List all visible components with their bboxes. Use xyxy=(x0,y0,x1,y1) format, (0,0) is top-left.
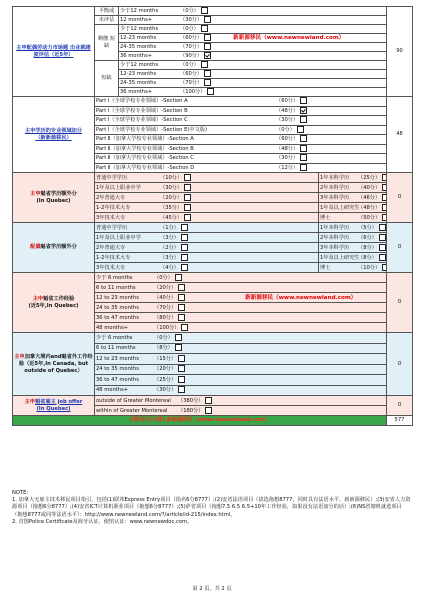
option-label: Part Ⅱ（加拿大学校专业领域）-Section B xyxy=(96,145,194,152)
points-label: （10分） xyxy=(358,264,381,271)
points-label: （30分） xyxy=(276,155,299,162)
points-label: （70分） xyxy=(180,80,203,86)
points-label: （100分） xyxy=(180,89,206,95)
option-cell xyxy=(319,243,387,253)
checkbox[interactable] xyxy=(181,254,188,261)
checkbox[interactable] xyxy=(178,294,185,301)
option-cell xyxy=(95,343,387,354)
checkbox[interactable] xyxy=(300,107,307,114)
option-label: 3年本科学历 xyxy=(320,244,350,251)
option-cell xyxy=(319,223,387,233)
checkbox[interactable] xyxy=(205,407,212,414)
option-label: 博士 xyxy=(320,214,331,221)
checkbox[interactable] xyxy=(204,34,211,41)
option-label: 12-23 months xyxy=(120,71,157,77)
points-label: （48分） xyxy=(276,145,299,152)
option-cell xyxy=(119,43,387,52)
option-cell xyxy=(95,303,387,313)
points-label: （70分） xyxy=(154,304,177,311)
option-cell xyxy=(319,233,387,243)
checkbox[interactable] xyxy=(175,274,182,281)
option-cell xyxy=(95,213,319,223)
option-label: 3年技术大专 xyxy=(96,214,126,221)
points-label: （60分） xyxy=(276,98,299,105)
option-label: 普通中学学历 xyxy=(96,174,128,181)
section-title xyxy=(13,223,95,273)
section-title xyxy=(13,173,95,223)
section-title-link[interactable]: 主申配偶劳动力市场题 出业就绪度评估（近5年） xyxy=(16,44,91,58)
points-label: （30分） xyxy=(180,17,203,23)
option-cell xyxy=(95,106,387,116)
points-label: （35分） xyxy=(160,204,183,211)
option-cell xyxy=(95,354,387,365)
points-label: （1分） xyxy=(160,224,179,231)
option-label: Part Ⅱ（加拿大学校专业领域）-Section C xyxy=(96,155,194,162)
checkbox[interactable] xyxy=(201,25,208,32)
points-label: （45分） xyxy=(160,214,183,221)
option-label: 少于12 months xyxy=(120,8,159,14)
note-line-1: 1. 加拿大无雇主技术移民项目指引，包括(1)联邦Express Entry项目（指名6分8777）;(2)安省法语项目（拔选拖想8777，同时具有法语水平，新新源移民）;(3)安省人力资源项目（拖想6分8777）;(4)安省ICT计算机职业项目（拖想6分8777）;(5)萨省项目（拖想7.5 6.5 6.5+10年工作经验，如果没有法语加分的话）;(6)NS省塘机就选项目（拖想8777或同等法语水平）：http://www.newnewland.com/?/article/id-215/index.html。 xyxy=(12,497,411,518)
checkbox[interactable] xyxy=(201,7,208,14)
group-label: 剩缴 短缺 xyxy=(95,25,119,61)
option-label: 2年本科学历 xyxy=(320,184,350,191)
option-cell xyxy=(95,323,387,333)
section-score: 90 xyxy=(387,7,413,97)
option-cell xyxy=(95,163,387,173)
points-label: （48分） xyxy=(358,204,381,211)
section-title-text: 加拿大境内and魁省外工作经验（近5年,In Canada, but outside of Quebec） xyxy=(18,353,93,374)
option-cell xyxy=(95,273,387,283)
watermark-text: 新新源移民（www.newnewland.com） xyxy=(233,35,345,41)
points-label: （2分） xyxy=(160,244,179,251)
checkbox[interactable] xyxy=(178,284,185,291)
section-score: 0 xyxy=(387,223,413,273)
points-label: （8分） xyxy=(358,254,377,261)
points-label: （25分） xyxy=(154,376,177,383)
section-title xyxy=(13,97,95,173)
option-label: 博士 xyxy=(320,264,331,271)
option-cell xyxy=(95,263,319,273)
option-cell xyxy=(95,193,319,203)
checkbox[interactable] xyxy=(178,304,185,311)
points-label: （0分） xyxy=(180,26,199,32)
points-label: （40分） xyxy=(154,294,177,301)
option-label: outside of Greater Montereal xyxy=(96,397,171,404)
option-cell xyxy=(119,34,387,43)
option-cell xyxy=(319,173,387,183)
points-label: （0分） xyxy=(180,62,199,68)
option-label: 48 months+ xyxy=(96,387,129,394)
checkbox[interactable] xyxy=(204,16,211,23)
checkbox[interactable] xyxy=(181,324,188,331)
points-label: （90分） xyxy=(180,53,203,59)
points-label: （40分） xyxy=(358,184,381,191)
table-row xyxy=(13,173,413,183)
table-row xyxy=(13,223,413,233)
assessment-form xyxy=(12,6,412,426)
points-label: （0分） xyxy=(154,274,173,281)
option-label: 24-35 months xyxy=(120,44,157,50)
points-label: （5分） xyxy=(358,224,377,231)
points-label: （60分） xyxy=(180,35,203,41)
section-title-highlight: 主申 xyxy=(30,190,41,197)
option-cell xyxy=(95,385,387,396)
option-cell xyxy=(319,193,387,203)
table-row xyxy=(13,273,413,283)
option-cell xyxy=(95,364,387,375)
option-cell xyxy=(95,154,387,164)
option-label: 1年本科学历 xyxy=(320,224,350,231)
group-label: 平衡或 xyxy=(95,7,119,16)
points-label: （30分） xyxy=(154,387,177,394)
checkbox[interactable] xyxy=(300,116,307,123)
option-cell xyxy=(95,97,387,107)
option-cell xyxy=(95,144,387,154)
checkbox[interactable] xyxy=(178,376,185,383)
section-title xyxy=(13,396,95,416)
option-cell xyxy=(95,243,319,253)
section-score: 0 xyxy=(387,173,413,223)
checkbox[interactable] xyxy=(178,365,185,372)
points-label: （3分） xyxy=(160,234,179,241)
option-label: 2年本科学历 xyxy=(320,234,350,241)
checkbox[interactable] xyxy=(181,264,188,271)
option-cell xyxy=(95,233,319,243)
option-cell xyxy=(95,135,387,145)
option-label: 36 months+ xyxy=(120,89,153,95)
section-title-highlight: 主申 xyxy=(24,398,36,405)
checkbox[interactable] xyxy=(382,204,386,211)
option-cell xyxy=(95,116,387,126)
points-label: （60分） xyxy=(276,136,299,143)
option-label: 12 to 23 months xyxy=(96,355,139,362)
checkbox[interactable] xyxy=(382,194,386,201)
section-title xyxy=(13,7,95,97)
option-cell xyxy=(95,293,387,303)
option-cell xyxy=(319,263,387,273)
option-cell xyxy=(95,173,319,183)
points-label: （20分） xyxy=(160,194,183,201)
table-row xyxy=(13,7,413,16)
checkbox[interactable] xyxy=(184,174,191,181)
checkbox[interactable] xyxy=(204,43,211,50)
option-label: 少于12 months xyxy=(120,26,159,32)
option-label: 少于 6 months xyxy=(96,274,133,281)
option-label: 12 months+ xyxy=(120,17,153,23)
points-label: （80分） xyxy=(154,314,177,321)
points-label: （3分） xyxy=(160,254,179,261)
checkbox[interactable] xyxy=(379,224,386,231)
option-label: 48 months+ xyxy=(96,324,129,331)
checkbox[interactable] xyxy=(201,61,208,68)
group-label: 短缺 xyxy=(95,61,119,97)
checkbox[interactable] xyxy=(181,224,188,231)
checkbox[interactable] xyxy=(379,234,386,241)
section-score: 48 xyxy=(387,97,413,173)
option-cell xyxy=(95,375,387,386)
points-label: （25分） xyxy=(358,174,381,181)
option-label: 36 months+ xyxy=(120,53,153,59)
option-cell xyxy=(95,183,319,193)
notes-heading: NOTE: xyxy=(12,490,29,496)
checkbox[interactable] xyxy=(207,88,214,95)
checkbox[interactable] xyxy=(184,194,191,201)
checkbox[interactable] xyxy=(181,244,188,251)
option-label: 1年本科学历 xyxy=(320,174,350,181)
points-label: （8分） xyxy=(358,244,377,251)
option-label: 6 to 11 months xyxy=(96,284,136,291)
option-label: 24-35 months xyxy=(120,80,157,86)
section-title xyxy=(13,273,95,333)
page-footer: 第 2 页，共 2 页 xyxy=(192,586,232,592)
checkbox[interactable] xyxy=(184,204,191,211)
points-label: （0分） xyxy=(276,126,295,133)
section-subtitle: （新新源移民） xyxy=(35,134,72,141)
option-label: 少于 6 months xyxy=(96,334,133,341)
checkbox[interactable] xyxy=(379,244,386,251)
section-title-highlight: 主申 xyxy=(14,353,25,360)
option-label: 1年及以上职业中学 xyxy=(96,184,141,191)
option-cell xyxy=(95,283,387,293)
points-label: （46分） xyxy=(358,194,381,201)
option-cell xyxy=(119,70,387,79)
group-label: 未评估 xyxy=(95,16,119,25)
points-label: （20分） xyxy=(154,366,177,373)
points-label: （15分） xyxy=(154,355,177,362)
checkbox[interactable] xyxy=(300,135,307,142)
option-label: Part Ⅰ（全球学校专业领域）-Section E(中文版) xyxy=(96,126,207,133)
section-title-sub: (In Quebec) xyxy=(36,197,71,204)
option-label: 1年及以上职业中学 xyxy=(96,234,141,241)
section-title-sub: (近5年,In Quebec) xyxy=(28,302,79,309)
option-cell xyxy=(95,203,319,213)
total-row xyxy=(13,416,413,426)
section-title-highlight: 主申 xyxy=(32,295,44,302)
points-label: （8分） xyxy=(154,345,173,352)
note-line-2: 2. 首图Police Certificate及海牙认证、使馆认证：www.newnewdoc.com。 xyxy=(12,518,193,525)
option-label: 1年及以上研究生 xyxy=(320,254,360,261)
option-label: 1-2年技术大专 xyxy=(96,254,131,261)
checkbox[interactable] xyxy=(300,164,307,171)
points-label: （12分） xyxy=(276,164,299,171)
total-label: 分数合计(已换) 新新源移民（www.newnewland.com） xyxy=(13,416,387,426)
option-cell xyxy=(119,79,387,88)
notes-section xyxy=(12,490,412,526)
checkbox[interactable] xyxy=(297,126,304,133)
option-cell xyxy=(95,396,387,406)
option-label: 2年普通大专 xyxy=(96,244,126,251)
checkbox[interactable] xyxy=(184,214,191,221)
option-cell xyxy=(95,125,387,135)
option-label: 少于12 months xyxy=(120,62,159,68)
checkbox[interactable] xyxy=(181,234,188,241)
checkbox[interactable] xyxy=(204,79,211,86)
section-title-text: 魁省工作经验 xyxy=(43,295,75,302)
total-score: 577 xyxy=(387,416,413,426)
option-cell xyxy=(95,406,387,416)
checkbox[interactable] xyxy=(175,334,182,341)
points-label: （60分） xyxy=(180,71,203,77)
option-cell xyxy=(319,183,387,193)
section-score: 0 xyxy=(387,273,413,333)
section-title-sub: (In Quebec) xyxy=(36,405,71,412)
option-label: 3年技术大专 xyxy=(96,264,126,271)
points-label: （180分） xyxy=(178,407,204,414)
option-label: 24 to 35 months xyxy=(96,304,139,311)
option-label: 36 to 47 months xyxy=(96,314,139,321)
points-label: （20分） xyxy=(154,284,177,291)
option-label: 2年普通大专 xyxy=(96,194,126,201)
points-label: （4分） xyxy=(160,264,179,271)
option-label: 3年本科学历 xyxy=(320,194,350,201)
checkbox[interactable] xyxy=(382,214,386,221)
watermark-text: 新新源移民（www.newnewland.com） xyxy=(245,294,357,301)
checkbox[interactable] xyxy=(379,254,386,261)
checkbox[interactable] xyxy=(300,145,307,152)
option-label: 12-23 months xyxy=(120,35,157,41)
section-title-text: 魁省学历额外分 xyxy=(40,190,77,197)
points-label: （0分） xyxy=(154,334,173,341)
option-label: Part Ⅱ（加拿大学校专业领域）-Section A xyxy=(96,136,194,143)
section-title xyxy=(13,333,95,396)
section-title-text: 魁省学历额外分 xyxy=(40,244,77,250)
table-row xyxy=(13,333,413,344)
option-cell xyxy=(95,313,387,323)
checkbox[interactable] xyxy=(178,355,185,362)
points-label: （100分） xyxy=(154,324,180,331)
option-cell xyxy=(119,52,387,61)
checkbox[interactable] xyxy=(205,397,212,404)
option-cell xyxy=(119,16,387,25)
checkbox[interactable] xyxy=(184,184,191,191)
points-label: （30分） xyxy=(276,117,299,124)
option-label: 12 to 23 months xyxy=(96,294,139,301)
checkbox[interactable] xyxy=(382,184,386,191)
option-label: 普通中学学历 xyxy=(96,224,128,231)
option-label: within of Greater Montereal xyxy=(96,407,168,414)
points-label: （48分） xyxy=(276,107,299,114)
option-cell xyxy=(95,253,319,263)
option-cell xyxy=(95,223,319,233)
option-cell xyxy=(119,7,387,16)
points-label: （50分） xyxy=(358,214,381,221)
checkbox[interactable] xyxy=(300,97,307,104)
option-cell xyxy=(119,61,387,70)
section-score: 0 xyxy=(387,333,413,396)
checkbox[interactable] xyxy=(178,314,185,321)
points-label: （0分） xyxy=(180,8,199,14)
checkbox[interactable] xyxy=(300,154,307,161)
option-cell xyxy=(319,203,387,213)
table-row xyxy=(13,396,413,406)
section-title-link[interactable]: 魁省雇主 job offer xyxy=(35,398,83,405)
checkbox[interactable] xyxy=(204,70,211,77)
points-label: （30分） xyxy=(160,184,183,191)
section-title-link[interactable]: 主申学历的专业领域加分 xyxy=(24,127,83,134)
option-label: 1年及以上研究生 xyxy=(320,204,360,211)
section-score: 0 xyxy=(387,396,413,416)
points-label: （10分） xyxy=(160,174,183,181)
checkbox[interactable] xyxy=(382,174,386,181)
option-label: 36 to 47 months xyxy=(96,376,139,383)
option-label: Part Ⅰ（全球学校专业领域）-Section A xyxy=(96,98,188,105)
points-label: （6分） xyxy=(358,234,377,241)
option-label: Part Ⅰ（全球学校专业领域）-Section B xyxy=(96,107,188,114)
score-table xyxy=(12,6,413,426)
option-label: 1-2年技术大专 xyxy=(96,204,131,211)
option-cell xyxy=(119,25,387,34)
option-cell xyxy=(319,253,387,263)
checkbox[interactable] xyxy=(204,52,211,59)
option-cell xyxy=(319,213,387,223)
section-title-highlight: 配偶 xyxy=(30,244,41,250)
checkbox[interactable] xyxy=(175,344,182,351)
option-cell xyxy=(119,88,387,97)
checkbox[interactable] xyxy=(178,386,185,393)
option-label: Part Ⅰ（全球学校专业领域）-Section C xyxy=(96,117,188,124)
points-label: （380分） xyxy=(178,397,204,404)
table-row xyxy=(13,97,413,107)
option-label: 24 to 35 months xyxy=(96,366,139,373)
points-label: （70分） xyxy=(180,44,203,50)
option-label: 6 to 11 months xyxy=(96,345,136,352)
checkbox[interactable] xyxy=(382,264,386,271)
option-label: Part Ⅱ（加拿大学校专业领域）-Section D xyxy=(96,164,195,171)
option-cell xyxy=(95,333,387,344)
